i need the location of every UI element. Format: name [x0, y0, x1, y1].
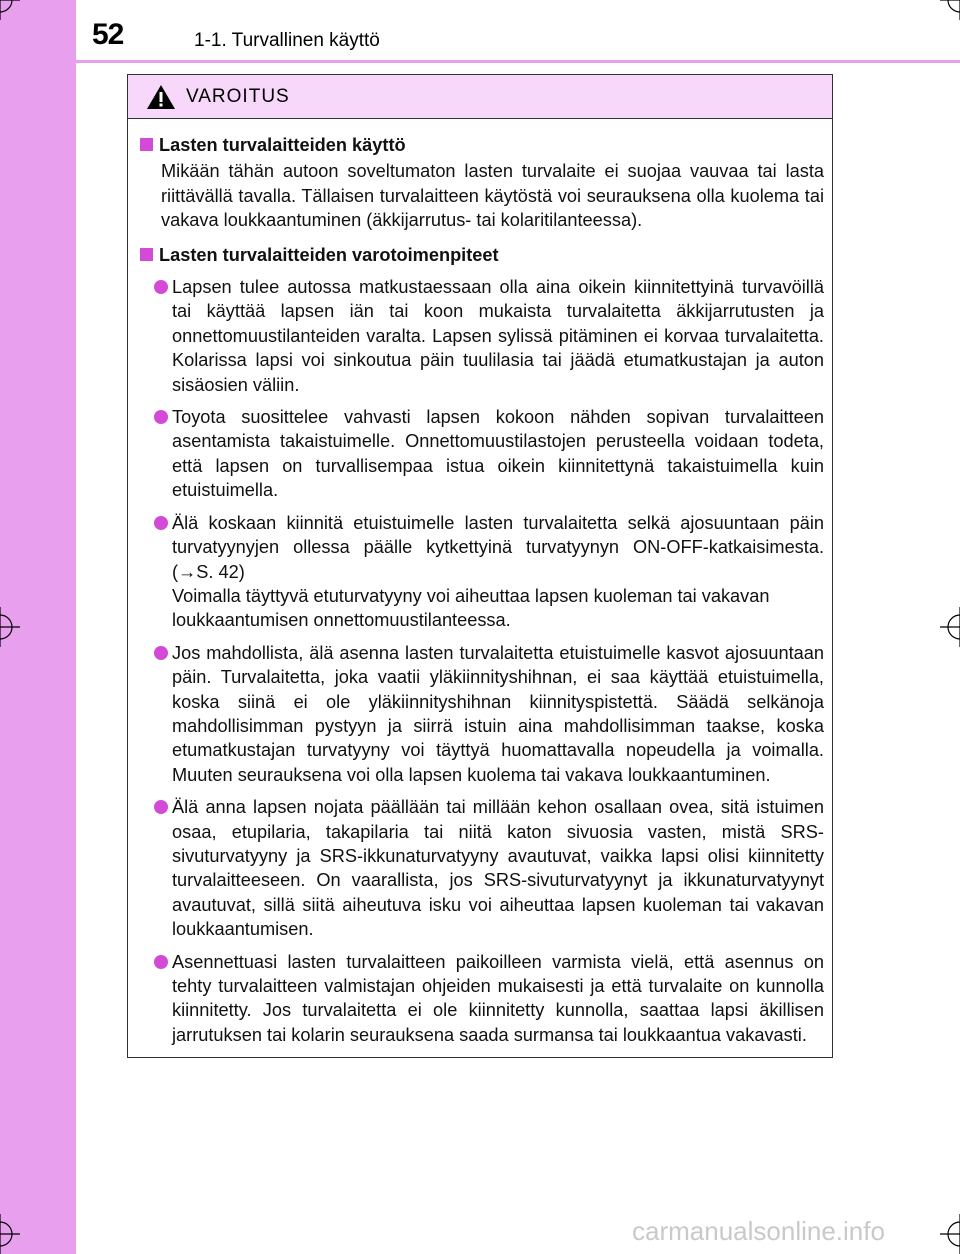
- section-title: 1-1. Turvallinen käyttö: [194, 30, 380, 51]
- registration-mark-icon: [0, 1214, 20, 1254]
- page-number: 52: [92, 18, 124, 51]
- list-item: Toyota suosittelee vahvasti lapsen kokoon nähden sopivan turvalaitteen asentamista takaistuimelle. Onnettomuustilastojen perusteella voidaan todeta, että lapsen on turvallisempaa istua oikein kiinnitettynä takaistuimella kuin etuistuimella.: [154, 405, 824, 503]
- square-bullet-icon: [140, 138, 153, 151]
- list-item: Älä koskaan kiinnitä etuistuimelle lasten turvalaitetta selkä ajosuuntaan päin turvatyynyjen ollessa päälle kytkettyinä turvatyynyn ON-OFF-katkaisimesta. (→S. 42) Voimalla täyttyvä etuturvatyyny voi aiheuttaa lapsen kuoleman tai vakavan loukkaantumisen onnettomuustilanteessa.: [154, 511, 824, 633]
- warning-box: [127, 74, 833, 1058]
- list-item: Älä anna lapsen nojata päällään tai millään kehon osallaan ovea, sitä istuimen osaa, etupilaria, takapilaria tai niitä katon sivuosia vasten, mistä SRS-sivuturvatyyny ja SRS-ikkunaturvatyyny avautuvat, vaikka lapsi olisi kiinnitetty turvalaitteeseen. On vaarallista, jos SRS-sivuturvatyynyt ja ikkunaturvatyynyt avautuvat, sillä siitä aiheutuva isku voi aiheuttaa lapsen kuoleman tai vakavan loukkaantumisen.: [154, 795, 824, 941]
- section-paragraph: Mikään tähän autoon soveltumaton lasten turvalaite ei suojaa vauvaa tai lasta riittävällä tavalla. Tällaisen turvalaitteen käytöstä voi seurauksena olla kuolema tai vakava loukkaantuminen (äkkijarrutus- tai kolaritilanteessa).: [161, 161, 824, 231]
- registration-mark-icon: [940, 607, 960, 647]
- square-bullet-icon: [140, 248, 153, 261]
- section-heading: Lasten turvalaitteiden varotoimenpiteet: [140, 243, 824, 267]
- registration-mark-icon: [940, 1214, 960, 1254]
- warning-title: VAROITUS: [186, 85, 290, 107]
- list-item: Asennettuasi lasten turvalaitteen paikoilleen varmista vielä, että asennus on tehty turvalaitteen valmistajan ohjeiden mukaisesti ja että turvalaite on kunnolla kiinnitetty. Jos turvalaitetta ei ole kiinnitetty kunnolla, saattaa lapsi äkillisen jarrutuksen tai kolarin seurauksena saada surmansa tai loukkaantua vakavasti.: [154, 950, 824, 1048]
- registration-mark-icon: [0, 0, 20, 20]
- warning-triangle-icon: [146, 84, 176, 110]
- watermark: carmanualsonline.info: [632, 1216, 885, 1246]
- round-bullet-icon: [154, 955, 168, 969]
- list-item: Jos mahdollista, älä asenna lasten turvalaitetta etuistuimelle kasvot ajosuuntaan päin. Turvalaitetta, joka vaatii yläkiinnityshihnan, ei saa käyttää etuistuimella, koska siinä ei ole yläkiinnityshihnan kiinnityspistettä. Säädä selkänoja mahdollisimman pystyyn ja siirrä istuin aina mahdollisimman taakse, koska etumatkustajan turvatyyny voi täyttyä huomattavalla nopeudella ja voimalla. Muuten seurauksena voi olla lapsen kuolema tai vakava loukkaantuminen.: [154, 641, 824, 787]
- round-bullet-icon: [154, 800, 168, 814]
- header-rule: [76, 60, 960, 63]
- registration-mark-icon: [940, 0, 960, 20]
- section-heading: Lasten turvalaitteiden käyttö: [140, 133, 824, 157]
- round-bullet-icon: [154, 516, 168, 530]
- round-bullet-icon: [154, 280, 168, 294]
- round-bullet-icon: [154, 646, 168, 660]
- round-bullet-icon: [154, 410, 168, 424]
- warning-header: [128, 75, 832, 119]
- registration-mark-icon: [0, 607, 20, 647]
- warning-body: [128, 119, 832, 1047]
- list-item: Lapsen tulee autossa matkustaessaan olla aina oikein kiinnitettyinä turvavöillä tai käyttää lapsen iän tai koon mukaista turvalaitetta äkkijarrutusten ja onnettomuustilanteiden varalta. Lapsen sylissä pitäminen ei korvaa turvalaitetta. Kolarissa lapsi voi sinkoutua päin tuulilasia tai jäädä etumatkustajan ja auton sisäosien väliin.: [154, 275, 824, 397]
